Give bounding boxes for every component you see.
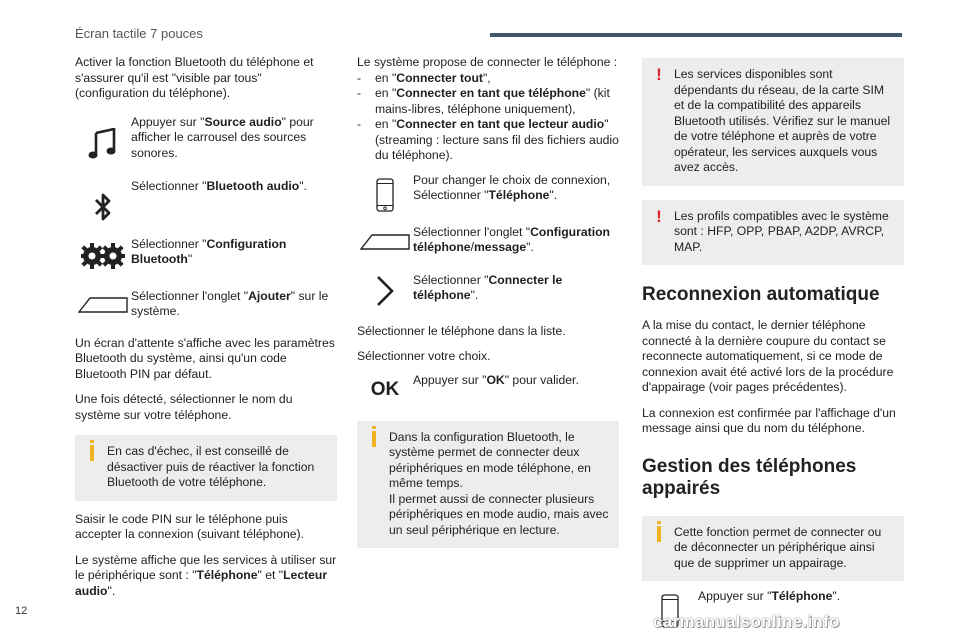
intro-paragraph: Activer la fonction Bluetooth du téléphone et s'assurer qu'il est "visible par tous" (configuration du téléphone). (75, 55, 314, 100)
info-marker-icon (657, 526, 661, 542)
option-connect-phone: - en "Connecter en tant que téléphone" (kit mains-libres, téléphone uniquement), (357, 86, 610, 116)
section-heading: Gestion des téléphones appairés (642, 455, 857, 499)
info-note: Dans la configuration Bluetooth, le système permet de connecter deux périphériques en mode téléphone, en même temps. Il permet aussi de connecter plusieurs périphériques en mode audio, mais avec un seul périphérique en lecture. (357, 421, 619, 549)
gears-icon (75, 237, 131, 275)
warning-exclamation-icon: ! (656, 206, 662, 226)
step-telephone: Pour changer le choix de connexion, Sélectionner "Téléphone". (357, 173, 619, 217)
info-note: En cas d'échec, il est conseillé de désactiver puis de réactiver la fonction Bluetooth de votre téléphone. (75, 435, 337, 501)
chevron-right-icon (357, 273, 413, 309)
step-source-audio: Appuyer sur "Source audio" pour afficher le carrousel des sources sonores. (75, 115, 337, 173)
step-connect-phone: Sélectionner "Connecter le téléphone". (357, 273, 619, 309)
column-2 (357, 55, 619, 548)
column-1 (75, 55, 337, 599)
music-note-icon (75, 115, 131, 173)
page-number: 12 (15, 605, 28, 617)
select-name-paragraph: Une fois détecté, sélectionner le nom du système sur votre téléphone. (75, 392, 293, 422)
select-phone-paragraph: Sélectionner le téléphone dans la liste. (357, 323, 566, 338)
header-rule (490, 33, 902, 37)
warning-note: ! Les services disponibles sont dépendants du réseau, de la carte SIM et de la compatibilité des appareils Bluetooth utilisés. Vérifiez sur le manuel de votre téléphone et auprès de votre opérateur, les services auxquels vous avez accès. (642, 58, 904, 186)
info-marker-icon (90, 445, 94, 461)
step-configuration-telephone-tab: Sélectionner l'onglet "Configuration téléphone/message". (357, 225, 619, 259)
step-ajouter-tab: Sélectionner l'onglet "Ajouter" sur le système. (75, 289, 337, 321)
step-telephone: Appuyer sur "Téléphone". (642, 589, 904, 633)
reconnect-paragraph: A la mise du contact, le dernier téléphone connecté à la dernière coupure du contact se reconnecte automatiquement, si ce mode de connexion avait été activé lors de la procédure d'appairage (voir pages précédentes). (642, 318, 894, 394)
section-heading: Reconnexion automatique (642, 284, 880, 305)
step-bluetooth-audio: Sélectionner "Bluetooth audio". (75, 179, 337, 235)
ok-label-icon: OK (370, 378, 400, 400)
warning-exclamation-icon: ! (656, 65, 662, 84)
option-connect-audio: - en "Connecter en tant que lecteur audio" (streaming : lecture sans fil des fichiers audio du téléphone). (357, 117, 619, 162)
option-connect-all: - en "Connecter tout", (357, 70, 491, 85)
pin-code-paragraph: Saisir le code PIN sur le téléphone puis accepter la connexion (suivant téléphone). (75, 511, 304, 541)
waiting-screen-paragraph: Un écran d'attente s'affiche avec les paramètres Bluetooth du système, ainsi qu'un code Bluetooth PIN par défaut. (75, 335, 335, 381)
bluetooth-icon (75, 179, 131, 235)
watermark: carmanualsonline.info (653, 612, 840, 631)
confirm-paragraph: La connexion est confirmée par l'affichage d'un message ainsi que du nom du téléphone. (642, 405, 896, 435)
smartphone-icon (357, 173, 413, 217)
tab-shape-icon (357, 225, 413, 259)
services-paragraph: Le système affiche que les services à utiliser sur le périphérique sont : "Téléphone" et "Lecteur audio". (75, 552, 337, 598)
connect-intro-paragraph: Le système propose de connecter le téléphone : (357, 55, 618, 69)
running-header-title: Écran tactile 7 pouces (75, 26, 203, 41)
step-configuration-bluetooth: Sélectionner "Configuration Bluetooth" (75, 237, 337, 275)
info-note: Cette fonction permet de connecter ou de déconnecter un périphérique ainsi que de supprimer un appairage. (642, 516, 904, 582)
tab-shape-icon (75, 289, 131, 321)
warning-note: ! Les profils compatibles avec le système sont : HFP, OPP, PBAP, A2DP, AVRCP, MAP. (642, 200, 904, 266)
info-marker-icon (372, 431, 376, 447)
step-ok: OK Appuyer sur "OK" pour valider. (370, 372, 579, 400)
column-3 (642, 58, 904, 633)
select-choice-paragraph: Sélectionner votre choix. (357, 349, 491, 363)
